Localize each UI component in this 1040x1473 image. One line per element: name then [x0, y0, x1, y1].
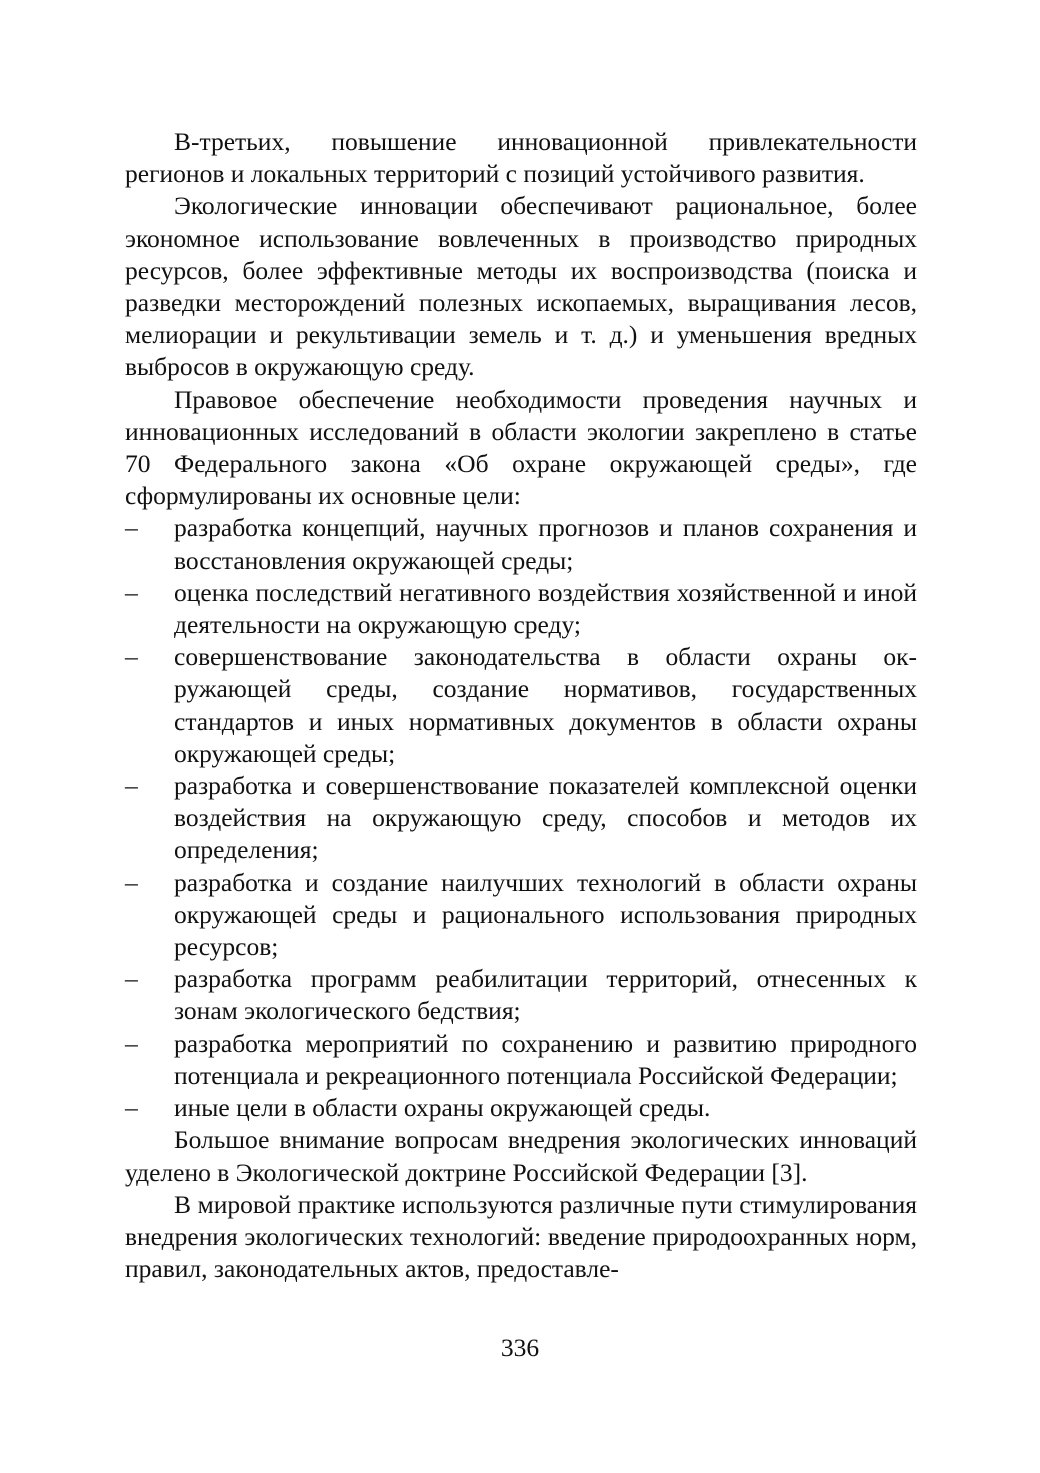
paragraph: Экологические инновации обеспечивают рациональное, более экономное использование вовлеченных в производство природных ресурсов, более эффективные методы их воспроизводства (поиска и разведки месторождений полезных ископаемых, выращивания лесов, мелиорации и рекультивации земель и т. д.) и уменьшения вредных выбросов в окружающую среду.	[125, 191, 917, 382]
list-item	[125, 770, 917, 867]
page-number: 336	[500, 1333, 540, 1362]
paragraph: Правовое обеспечение необходимости проведения научных и инновационных исследований в области экологии закреплено в статье 70 Федерального закона «Об охране окружающей среды», где сформулированы их основные цели:	[125, 384, 917, 511]
list-item-text: разработка и создание наилучших технологий в области охраны окружающей среды и рационального использования природных ресурсов;	[174, 867, 917, 962]
list-item	[125, 577, 917, 641]
list-item-text: разработка программ реабилитации территорий, отнесенных к зонам экологического бедствия;	[174, 964, 917, 1026]
list-item-text: оценка последствий негативного воздействия хозяйственной и иной деятельности на окружающую среду;	[174, 577, 917, 640]
dash-bullet: –	[125, 964, 138, 994]
dash-bullet: –	[125, 577, 138, 607]
paragraph: Большое внимание вопросам внедрения экологических инноваций уделено в Экологической доктрине Российской Федерации [3].	[125, 1125, 917, 1187]
list-item-text: иные цели в области охраны окружающей среды.	[174, 1093, 711, 1123]
dash-bullet: –	[125, 1093, 138, 1123]
list-item-text: разработка мероприятий по сохранению и развитию природного потенциала и рекреационного потенциала Российской Федерации;	[174, 1028, 917, 1090]
list-item-text: разработка концепций, научных прогнозов и планов сохранения и восстановления окружающей среды;	[174, 513, 917, 575]
paragraph: В мировой практике используются различные пути стимулирования внедрения экологических технологий: введение природоохранных норм, правил, законодательных актов, предоставле-	[125, 1189, 917, 1284]
list-item	[125, 867, 917, 964]
dash-bullet: –	[125, 771, 138, 801]
goals-list	[125, 512, 917, 1124]
dash-bullet: –	[125, 513, 138, 543]
paragraph: В-третьих, повышение инновационной привлекательности регионов и локальных территорий с позиций устойчивого развития.	[125, 127, 917, 189]
list-item-text: разработка и совершенствование показателей комплексной оценки воздействия на окружающую среду, способов и методов их определения;	[174, 771, 917, 865]
list-item	[125, 641, 917, 770]
list-item-text: совершенствование законодательства в области охраны окружающей среды, создание нормативов, государственных стандартов и иных нормативных документов в области охраны окружающей среды;	[174, 642, 917, 768]
dash-bullet: –	[125, 1028, 138, 1058]
list-item	[125, 512, 917, 576]
list-item	[125, 1092, 917, 1124]
list-item	[125, 1028, 917, 1092]
dash-bullet: –	[125, 867, 138, 897]
page-body	[125, 126, 917, 1285]
list-item	[125, 963, 917, 1027]
dash-bullet: –	[125, 642, 138, 672]
